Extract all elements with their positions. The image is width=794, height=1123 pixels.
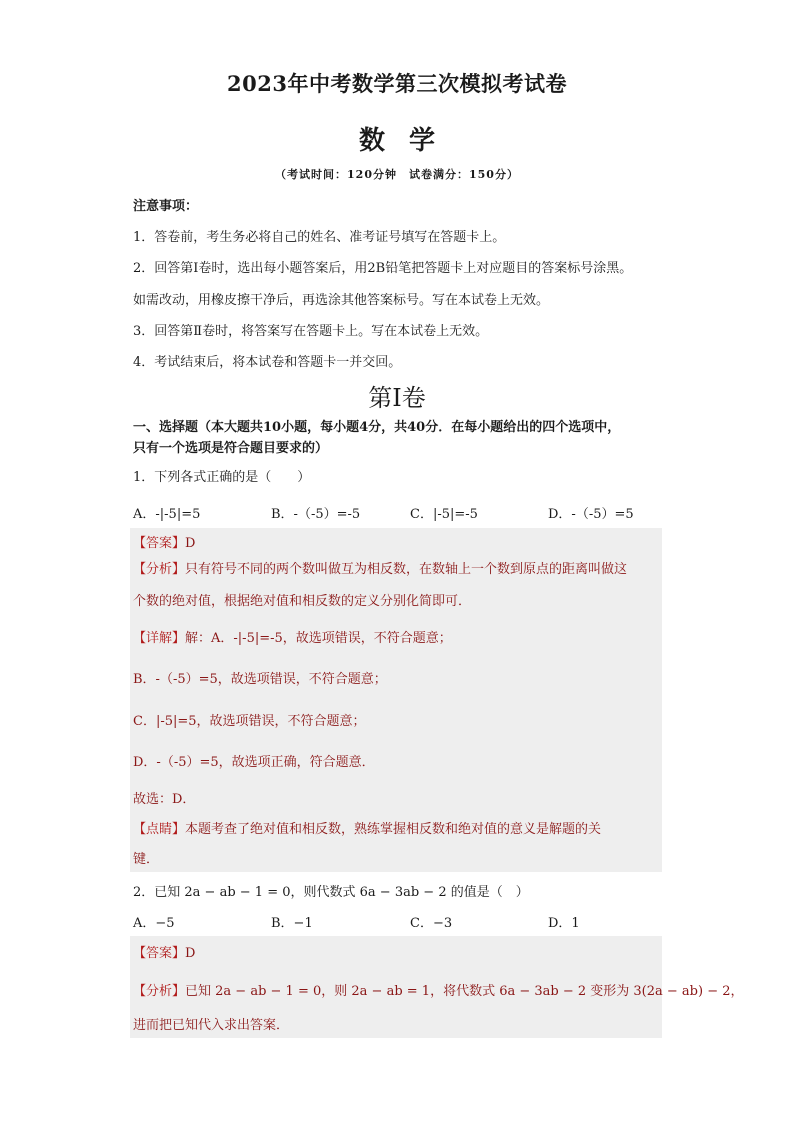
q1-detail-line4: D．-（-5）=5，故选项正确，符合题意． (133, 755, 375, 770)
q1-answer-tag: 【答案】 (133, 536, 186, 551)
q1-analysis-line1 (133, 558, 627, 577)
q2-analysis-line2: 进而把已知代入求出答案． (133, 1018, 290, 1033)
q1-comment-line2: 键． (133, 852, 160, 867)
q2-solution-block (130, 936, 744, 1038)
notice-item-2-cont: 如需改动，用橡皮擦干净后，再选涂其他答案标号。写在本试卷上无效。 (133, 293, 550, 308)
q1-solution-block (130, 528, 662, 872)
subject-title: 数学 (358, 126, 459, 156)
q1-comment-line1 (133, 818, 601, 837)
q2-option-a: A．−5 (133, 916, 175, 931)
q1-analysis-text1: 只有符号不同的两个数叫做互为相反数，在数轴上一个数到原点的距离叫做这 (185, 562, 628, 577)
q1-comment-tag: 【点睛】 (133, 822, 186, 837)
q1-detail-line2: B．-（-5）=5，故选项错误，不符合题意； (133, 672, 387, 687)
q2-analysis-tag: 【分析】 (133, 984, 186, 999)
section-heading-line2: 只有一个选项是符合题目要求的） (133, 441, 329, 456)
q2-option-b: B．−1 (271, 916, 313, 931)
q1-analysis-tag: 【分析】 (133, 562, 186, 577)
q1-answer-value: D (185, 536, 196, 551)
q1-choose: 故选：D． (133, 792, 196, 807)
q2-analysis-line1 (133, 980, 744, 999)
q2-answer-tag: 【答案】 (133, 946, 186, 961)
q1-option-c: C．|-5|=-5 (410, 507, 478, 522)
q2-stem: 2．已知 2a − ab − 1 = 0，则代数式 6a − 3ab − 2 的值是（ ） (133, 885, 529, 900)
q1-option-d: D．-（-5）=5 (548, 507, 634, 522)
q1-comment-text1: 本题考查了绝对值和相反数，熟练掌握相反数和绝对值的意义是解题的关 (185, 822, 602, 837)
q2-analysis-text1: 已知 2a − ab − 1 = 0，则 2a − ab = 1，将代数式 6a − 3ab − 2 变形为 3(2a − ab) − 2， (185, 984, 744, 999)
q1-option-b: B．-（-5）=-5 (271, 507, 361, 522)
q2-option-d: D．1 (548, 916, 580, 931)
q1-detail-line1 (133, 627, 452, 646)
notice-item-2: 2．回答第Ⅰ卷时，选出每小题答案后，用2B铅笔把答题卡上对应题目的答案标号涂黑。 (133, 261, 633, 276)
notice-item-4: 4．考试结束后，将本试卷和答题卡一并交回。 (133, 355, 402, 370)
q2-option-c: C．−3 (410, 916, 453, 931)
volume-label: 第Ⅰ卷 (368, 384, 426, 412)
exam-info: （考试时间：120分钟 试卷满分：150分） (275, 168, 519, 181)
q1-option-a: A．-|-5|=5 (133, 507, 201, 522)
q1-analysis-line2: 个数的绝对值，根据绝对值和相反数的定义分别化简即可． (133, 594, 472, 609)
notice-item-1: 1．答卷前，考生务必将自己的姓名、准考证号填写在答题卡上。 (133, 230, 506, 245)
q1-stem: 1．下列各式正确的是（ ） (133, 470, 311, 485)
exam-title: 2023年中考数学第三次模拟考试卷 (227, 71, 567, 96)
q1-detail-line3: C．|-5|=5，故选项错误，不符合题意； (133, 714, 366, 729)
q1-detail-text1: 解：A．-|-5|=-5，故选项错误，不符合题意； (185, 631, 452, 646)
q2-answer-value: D (185, 946, 196, 961)
q1-answer (133, 532, 195, 551)
notice-heading: 注意事项： (133, 199, 199, 214)
q2-answer (133, 942, 195, 961)
notice-item-3: 3．回答第Ⅱ卷时，将答案写在答题卡上。写在本试卷上无效。 (133, 324, 489, 339)
q1-detail-tag: 【详解】 (133, 631, 186, 646)
section-heading-line1: 一、选择题（本大题共10小题，每小题4分，共40分．在每小题给出的四个选项中， (133, 420, 621, 435)
